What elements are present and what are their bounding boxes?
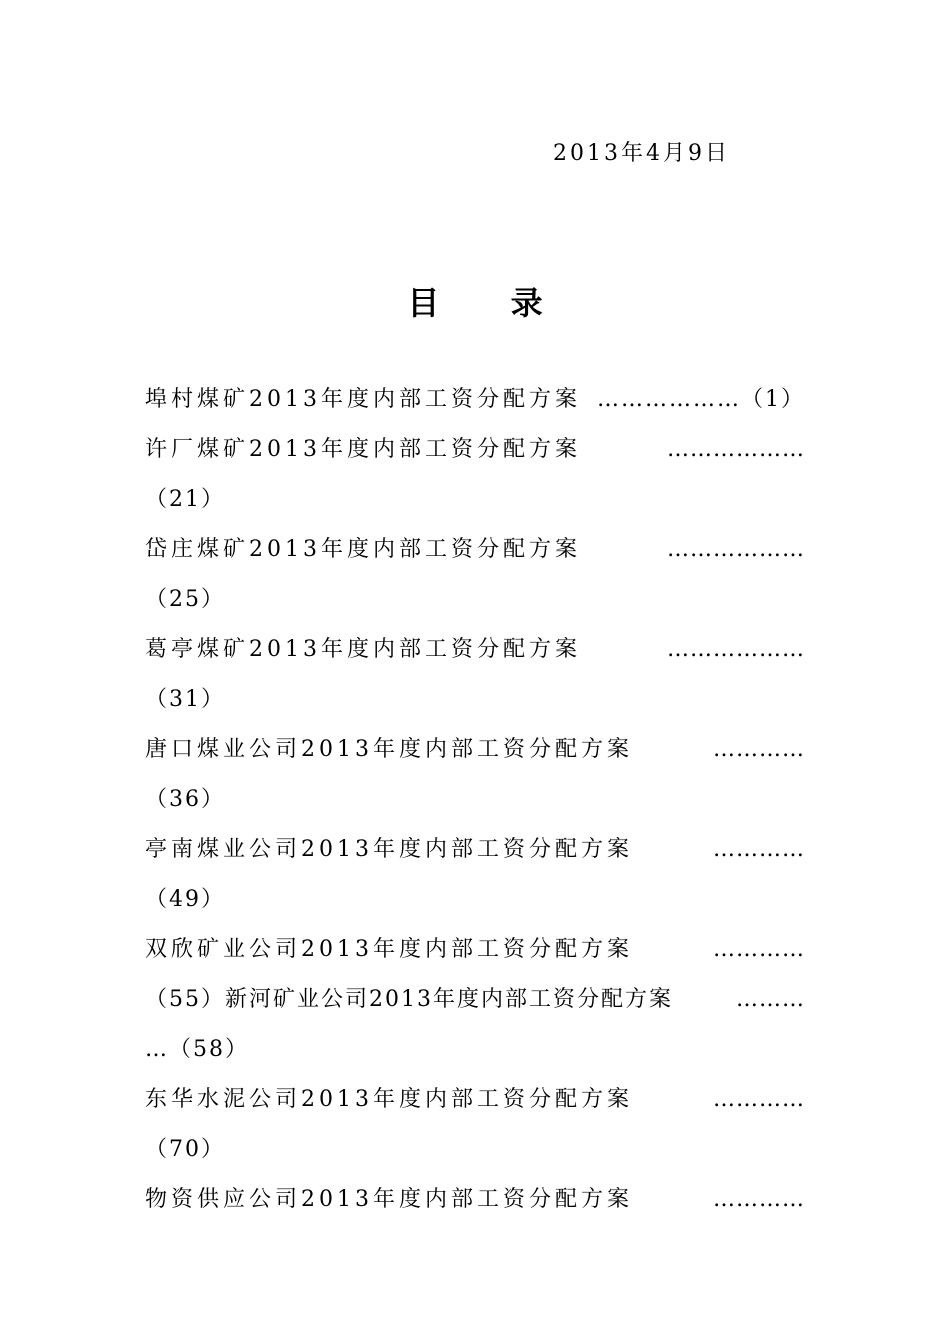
toc-entry-continuation-text	[145, 1030, 249, 1070]
toc-entry-leader: …………	[713, 937, 805, 962]
toc-entry-mixed-line	[145, 980, 673, 1020]
toc-entry-page-number: （31）	[145, 687, 225, 712]
toc-entry-continuation	[145, 780, 805, 820]
toc-entry-name: 物资供应公司2013年度内部工资分配方案	[145, 1187, 633, 1212]
toc-entry-leader: …………	[713, 837, 805, 862]
toc-entry-name: 唐口煤业公司2013年度内部工资分配方案	[145, 737, 633, 762]
toc-entry-page-number: （21）	[145, 487, 225, 512]
document-date: 2013年4月9日	[553, 141, 730, 166]
toc-entry-name: 双欣矿业公司2013年度内部工资分配方案	[145, 937, 633, 962]
toc-entry	[145, 530, 805, 570]
toc-entry-name: 岱庄煤矿2013年度内部工资分配方案	[145, 537, 581, 562]
toc-entry-page-number: （25）	[145, 587, 225, 612]
toc-entry-continuation	[145, 1030, 805, 1070]
toc-entry	[145, 830, 805, 870]
toc-entry	[145, 430, 805, 470]
toc-entry-continuation	[145, 680, 805, 720]
toc-entry-leader: ………………	[667, 437, 805, 462]
toc-entry-leader: ………………	[667, 637, 805, 662]
toc-entry-leader: ………………	[667, 537, 805, 562]
toc-entry-page-number: （55）	[145, 987, 225, 1012]
toc-entry-name: 葛亭煤矿2013年度内部工资分配方案	[145, 637, 581, 662]
toc-entry	[145, 630, 805, 670]
toc-entry-name: 新河矿业公司2013年度内部工资分配方案	[225, 987, 673, 1012]
toc-entry-name: 埠村煤矿2013年度内部工资分配方案	[145, 387, 581, 412]
toc-entry-name: 东华水泥公司2013年度内部工资分配方案	[145, 1087, 633, 1112]
toc-entry-page-number: （70）	[145, 1137, 225, 1162]
toc-entry-continuation	[145, 580, 805, 620]
toc-entry-page	[597, 380, 805, 420]
toc-entry-continuation	[145, 480, 805, 520]
toc-entry-leader: …	[145, 1037, 169, 1062]
toc-entry-name: 许厂煤矿2013年度内部工资分配方案	[145, 437, 581, 462]
toc-entry-page-number: （36）	[145, 787, 225, 812]
toc-entry	[145, 980, 805, 1020]
toc-title: 目 录	[407, 284, 573, 322]
toc-entry-leader: …………	[713, 737, 805, 762]
toc-entry	[145, 1080, 805, 1120]
toc-entry-leader: ………………	[597, 387, 741, 412]
toc-entry	[145, 730, 805, 770]
toc-entry-page-number: （58）	[169, 1037, 249, 1062]
toc-entry-continuation	[145, 1130, 805, 1170]
toc-entry	[145, 1180, 805, 1220]
toc-entry-page-number: （1）	[741, 387, 805, 412]
toc-entry-leader: …………	[713, 1087, 805, 1112]
toc-entry	[145, 380, 805, 420]
toc-entry	[145, 930, 805, 970]
toc-entry-continuation	[145, 880, 805, 920]
toc-entry-page-number: （49）	[145, 887, 225, 912]
toc-entry-name: 亭南煤业公司2013年度内部工资分配方案	[145, 837, 633, 862]
toc-entry-leader: ………	[736, 987, 805, 1012]
toc-entry-leader: …………	[713, 1187, 805, 1212]
